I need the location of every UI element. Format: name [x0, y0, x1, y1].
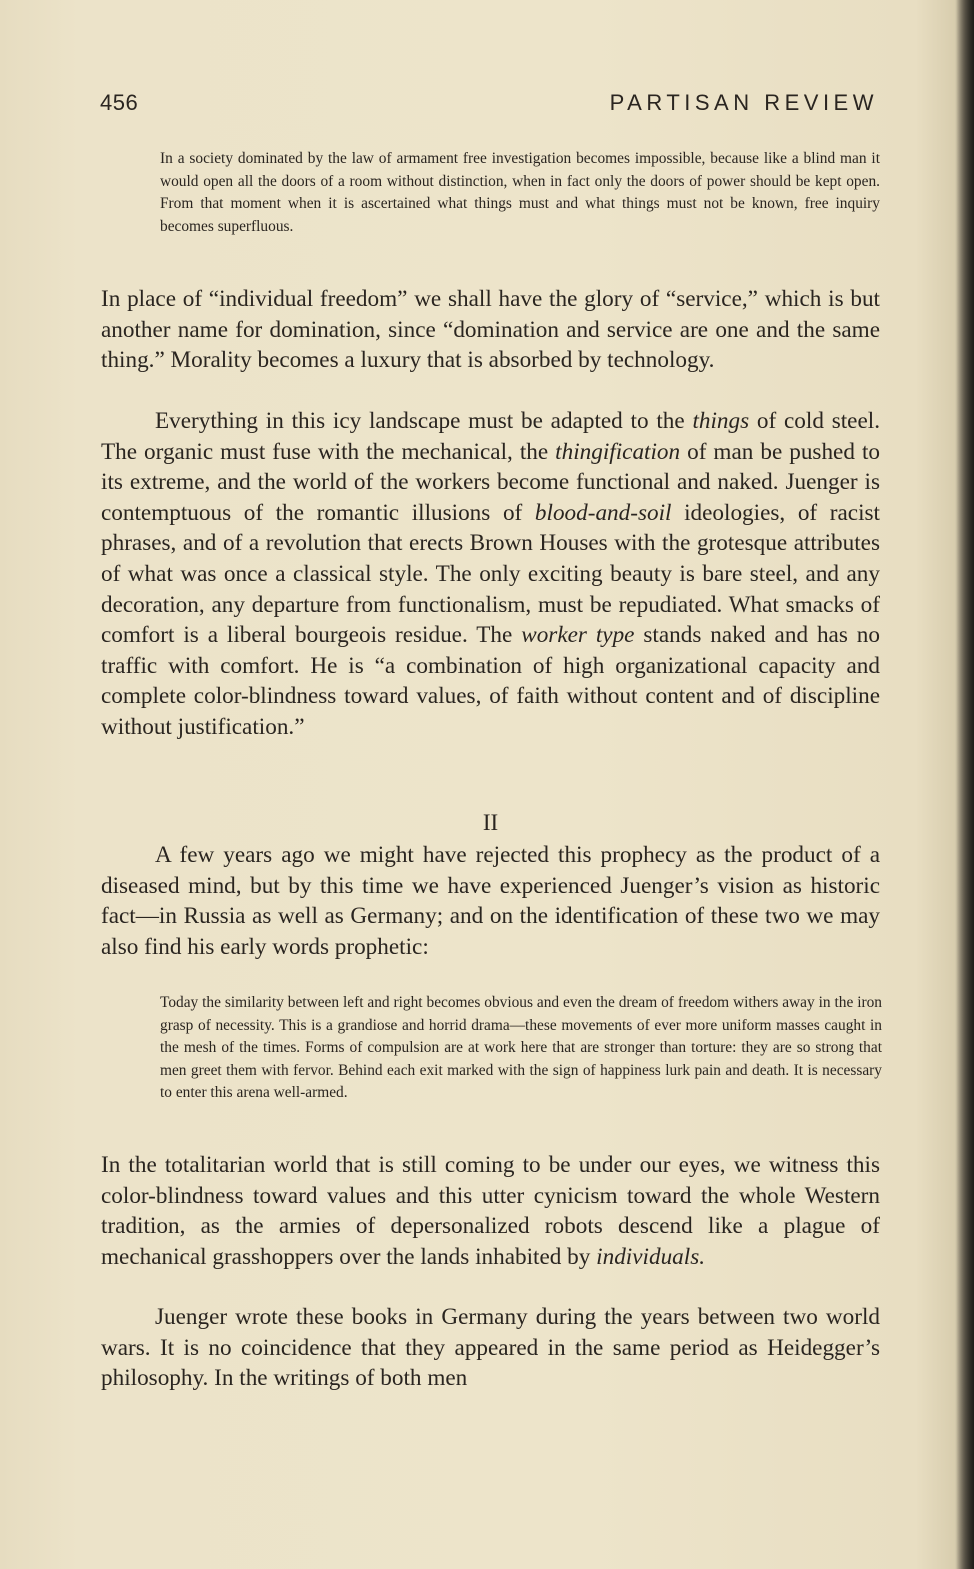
paragraph-individual-freedom: In place of “individual freedom” we shall have the glory of “service,” which is but another name for domination, since “domination and service are one and the same thing.” Morality becomes a luxury that is absorbed by technology. [101, 286, 880, 374]
italic-blood-and-soil: blood-and-soil [534, 499, 672, 526]
italic-thingification: thingification [555, 438, 681, 465]
text-run: In the totalitarian world that is still coming to be under our eyes, we witness this color-blindness toward values and this utter cynicism toward the whole Western tradition, as the armies of depersonalized robots descend like a plague of mechanical grasshoppers over the lands inhabited by [101, 1152, 880, 1270]
block-quote-armament: In a society dominated by the law of armament free investigation becomes impossible, because like a blind man it would open all the doors of a room without distinction, when in fact only the doors of power should be kept open. From that moment when it is ascertained what things must and what things must not be known, free inquiry becomes superfluous. [160, 150, 880, 235]
page-header [100, 88, 878, 122]
section-heading: II [482, 810, 499, 835]
text-run: of cold steel. The organic must fuse with the mechanical, the [101, 408, 880, 465]
paragraph-totalitarian-world [101, 1150, 880, 1272]
book-spine-shadow [956, 0, 974, 1569]
text-run: ideologies, of racist phrases, and of a revolution that erects Brown Houses with the grotesque attributes of what was once a classical style. The only exciting beauty is bare steel, and any decoration, any departure from functionalism, must be repudiated. What smacks of comfort is a liberal bourgeois residue. The [101, 499, 881, 649]
running-head: PARTISAN REVIEW [609, 90, 878, 115]
paragraph-juenger-books: Juenger wrote these books in Germany during the years between two world wars. It is no coincidence that they appeared in the same period as Heidegger’s philosophy. In the writings of both men [101, 1304, 880, 1392]
page-number: 456 [100, 90, 139, 115]
italic-worker-type: worker type [521, 622, 635, 649]
text-run: of man be pushed to its extreme, and the world of the workers become functional and naked. Juenger is contemptuous of the romantic illusions of [101, 438, 880, 526]
text-run: stands naked and has no traffic with comfort. He is “a combination of high organizational capacity and complete color-blindness toward values, of faith without content and of discipline without justification.” [101, 622, 880, 740]
italic-individuals: individuals. [596, 1243, 706, 1270]
paragraph-prophecy: A few years ago we might have rejected this prophecy as the product of a diseased mind, but by this time we have experienced Juenger’s vision as historic fact—in Russia as well as Germany; and on the identification of these two we may also find his early words prophetic: [101, 842, 880, 960]
italic-things: things [692, 408, 750, 434]
paragraph-icy-landscape [101, 406, 880, 743]
block-quote-left-right: Today the similarity between left and right becomes obvious and even the dream of freedom withers away in the iron grasp of necessity. This is a grandiose and horrid drama—these movements of ever more uniform masses caught in the mesh of the times. Forms of compulsion are at work here that are stronger than torture: they are so strong that men greet them with fervor. Behind each exit marked with the sign of happiness lurk pain and death. It is necessary to enter this arena well-armed. [160, 994, 882, 1102]
text-run: Everything in this icy landscape must be adapted to the [155, 408, 693, 434]
